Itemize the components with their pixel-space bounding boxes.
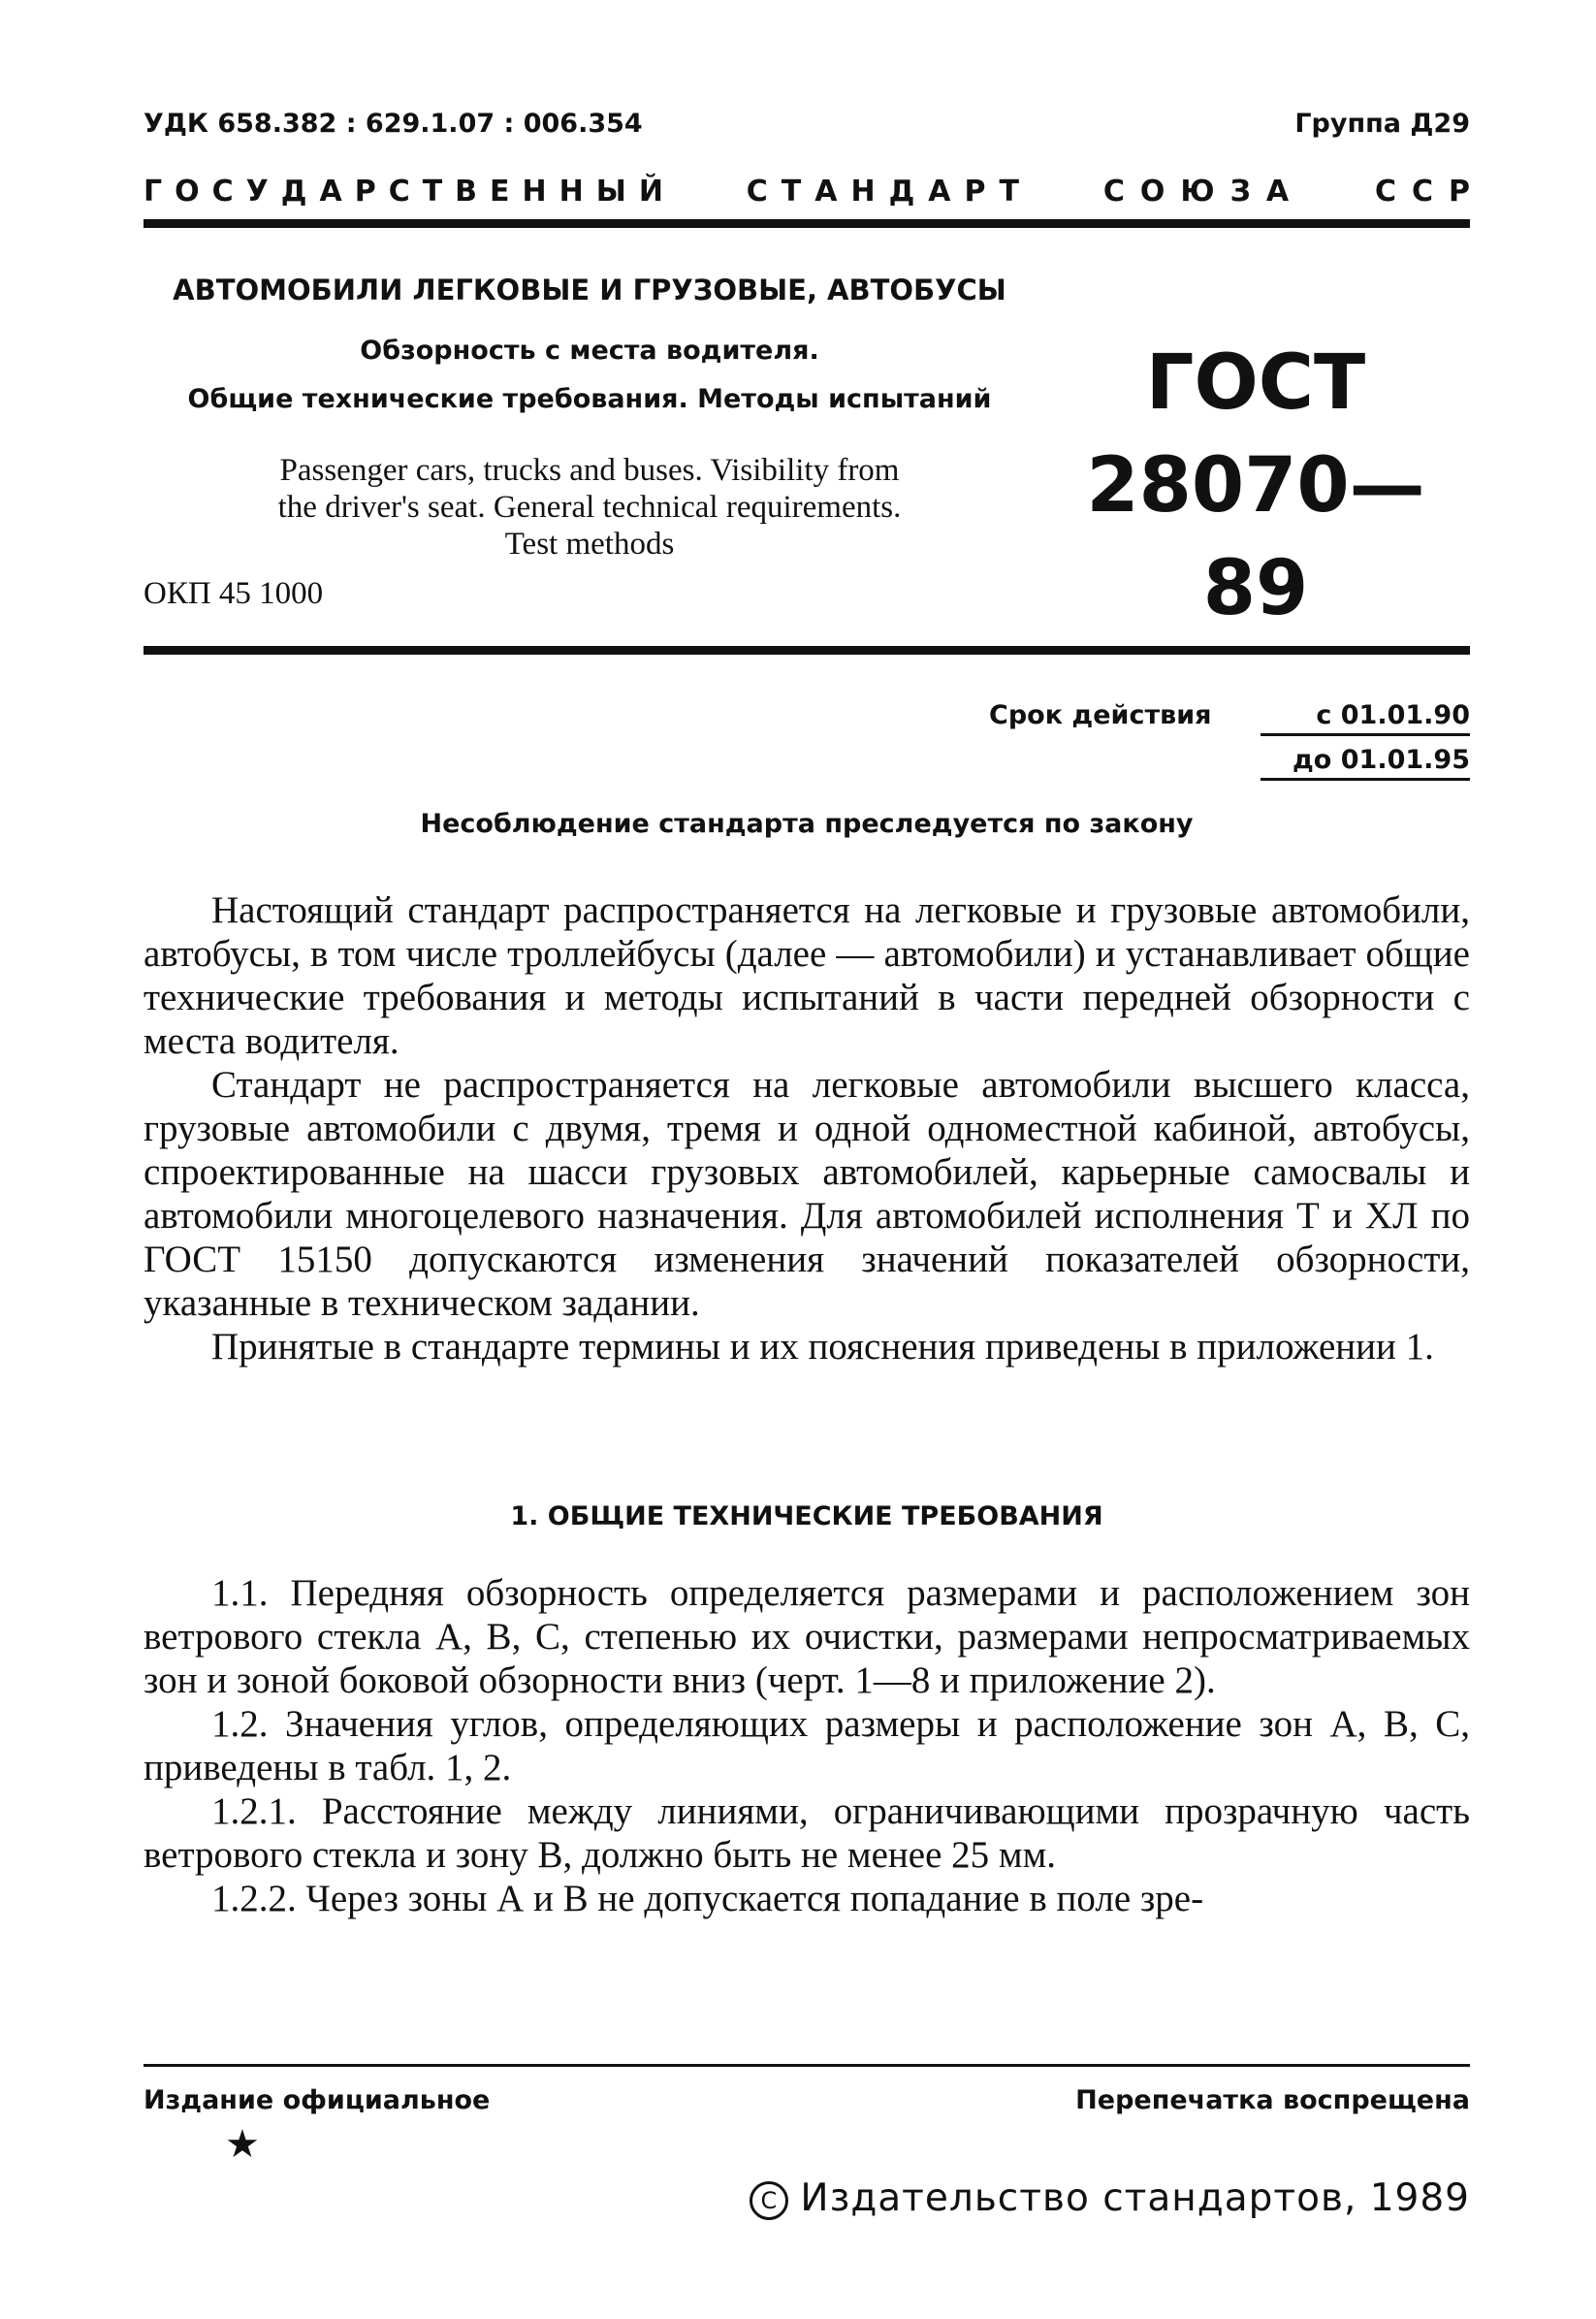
validity-from: с 01.01.90 (1316, 700, 1470, 730)
intro-text (144, 888, 1470, 1369)
footer-rule (144, 2064, 1470, 2067)
state-standard-heading (144, 175, 1485, 209)
group-code: Группа Д29 (1294, 109, 1470, 139)
validity-underline (1261, 778, 1470, 781)
copyright-text: Издательство стандартов, 1989 (800, 2176, 1470, 2220)
star-icon: ★ (225, 2122, 260, 2167)
gost-label: ГОСТ (1145, 339, 1366, 427)
validity-to: до 01.01.95 (1293, 745, 1470, 775)
paragraph: Настоящий стандарт распространяется на легковые и грузовые автомобили, автобусы, в том числе троллейбусы (далее — автомобили) и устанавливает общие технические требования и методы испытаний в части передней обзорности с места водителя. (144, 889, 1470, 1062)
paragraph: 1.2.1. Расстояние между линиями, ограничивающими прозрачную часть ветрового стекла и зону В, должно быть не менее 25 мм. (144, 1790, 1470, 1876)
header-rule (144, 219, 1470, 228)
state-standard-word: СОЮЗА (1102, 175, 1305, 209)
title-rule (144, 646, 1470, 655)
state-standard-word: ГОСУДАРСТВЕННЫЙ (144, 175, 676, 209)
paragraph: 1.1. Передняя обзорность определяется размерами и расположением зон ветрового стекла А, В, С, степенью их очистки, размерами непросматриваемых зон и зоной боковой обзорности вниз (черт. 1—8 и приложение 2). (144, 1572, 1470, 1701)
paragraph: Стандарт не распространяется на легковые автомобили высшего класса, грузовые автомобили с двумя, тремя и одной одноместной кабиной, автобусы, спроектированные на шасси грузовых автомобилей, карьерные самосвалы и автомобили многоцелевого назначения. Для автомобилей исполнения Т и ХЛ по ГОСТ 15150 допускаются изменения значений показателей обзорности, указанные в техническом задании. (144, 1064, 1470, 1324)
english-title (144, 452, 1036, 563)
paragraph: 1.2.2. Через зоны А и В не допускается попадание в поле зре- (211, 1878, 1204, 1919)
english-title-line: Test methods (504, 527, 675, 562)
state-standard-word: ССР (1374, 175, 1485, 209)
gost-number: 28070—89 (1086, 442, 1425, 632)
state-standard-word: СТАНДАРТ (746, 175, 1033, 209)
paragraph: Принятые в стандарте термины и их пояснения приведены в приложении 1. (211, 1326, 1434, 1368)
udk-code: УДК 658.382 : 629.1.07 : 006.354 (144, 109, 643, 139)
copyright-line (750, 2176, 1470, 2220)
standard-subtitle-1: Обзорность с места водителя. (360, 336, 819, 366)
paragraph: 1.2. Значения углов, определяющих размеры и расположение зон А, В, С, приведены в табл. 1, 2. (144, 1703, 1470, 1788)
english-title-line: the driver's seat. General technical requirements. (277, 490, 902, 525)
standard-subtitle-2: Общие технические требования. Методы испытаний (187, 384, 992, 414)
reprint-note: Перепечатка воспрещена (1075, 2085, 1470, 2115)
section-heading: 1. ОБЩИЕ ТЕХНИЧЕСКИЕ ТРЕБОВАНИЯ (510, 1501, 1103, 1531)
validity-label: Срок действия (989, 700, 1212, 730)
gost-designation (1047, 332, 1464, 640)
english-title-line: Passenger cars, trucks and buses. Visibility from (279, 453, 900, 488)
legal-warning: Несоблюдение стандарта преследуется по закону (420, 809, 1194, 839)
validity-underline (1261, 733, 1470, 736)
standard-title: АВТОМОБИЛИ ЛЕГКОВЫЕ И ГРУЗОВЫЕ, АВТОБУСЫ (173, 274, 1006, 306)
okp-code: ОКП 45 1000 (144, 576, 324, 611)
section-1-text (144, 1571, 1470, 1920)
copyright-icon: C (750, 2181, 788, 2220)
edition-note: Издание официальное (144, 2085, 491, 2115)
